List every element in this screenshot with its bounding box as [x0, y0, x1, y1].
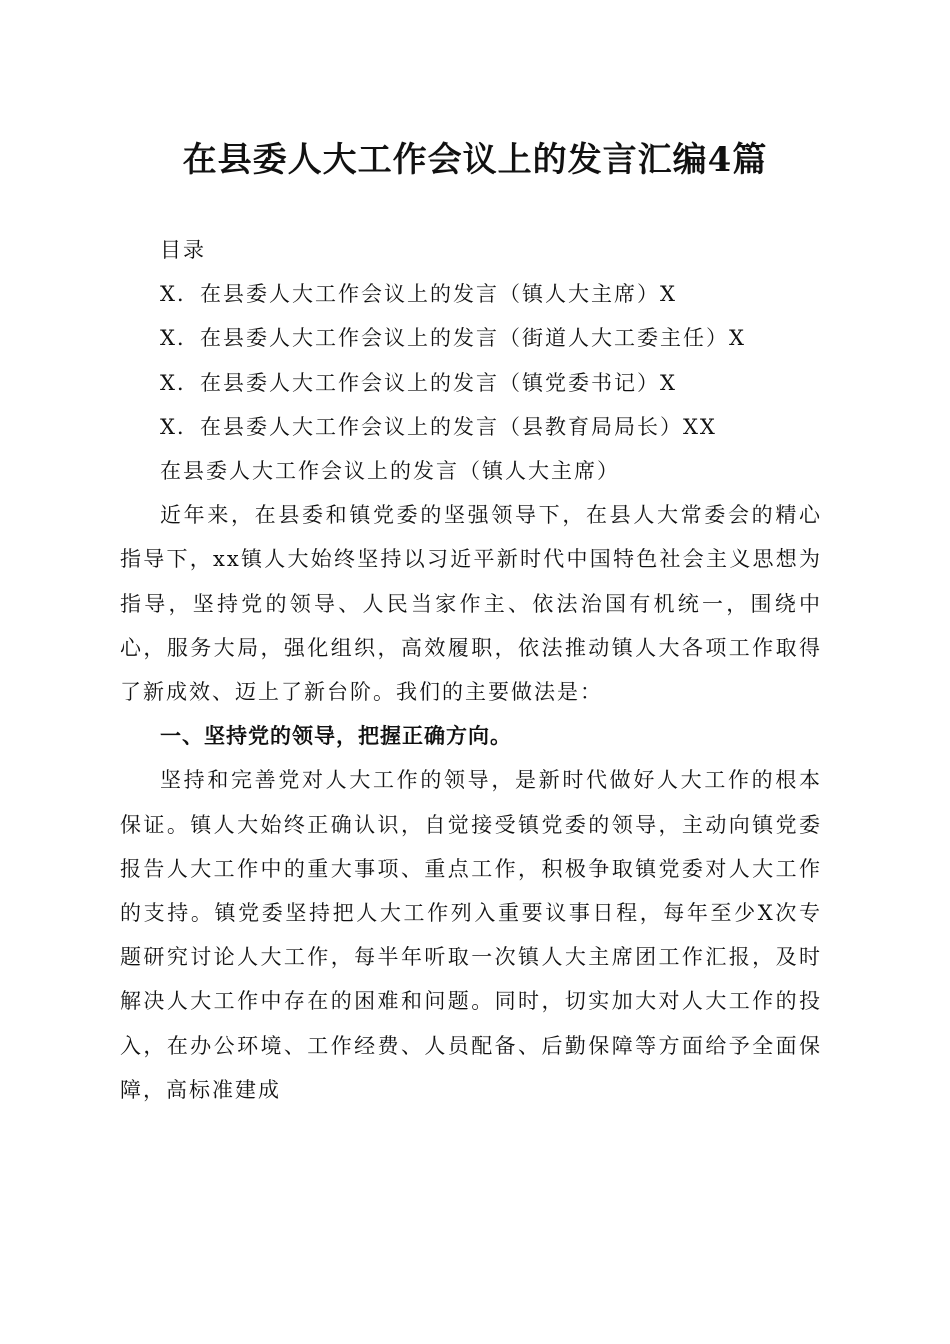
toc-item: X．在县委人大工作会议上的发言（镇人大主席）X: [160, 282, 677, 307]
toc-item: X．在县委人大工作会议上的发言（街道人大工委主任）X: [160, 326, 746, 351]
section-heading: 一、坚持党的领导，把握正确方向。: [160, 724, 512, 749]
body-paragraph: 坚持和完善党对人大工作的领导，是新时代做好人大工作的根本保证。镇人大始终正确认识，自觉接受镇党委的领导，主动向镇党委报告人大工作中的重大事项、重点工作，积极争取镇党委对人大工作的支持。镇党委坚持把人大工作列入重要议事日程，每年至少X次专题研究讨论人大工作，每半年听取一次镇人大主席团工作汇报，及时解决人大工作中存在的困难和问题。同时，切实加大对人大工作的投入，在办公环境、工作经费、人员配备、后勤保障等方面给予全面保障，高标准建成: [120, 768, 822, 1102]
toc-item: X．在县委人大工作会议上的发言（县教育局局长）XX: [160, 414, 717, 439]
toc-item: X．在县委人大工作会议上的发言（镇党委书记）X: [160, 370, 677, 395]
toc-label: 目录: [160, 238, 206, 262]
section-title: 在县委人大工作会议上的发言（镇人大主席）: [160, 459, 620, 484]
document-body: [120, 228, 822, 1112]
document-title: 在县委人大工作会议上的发言汇编4篇: [182, 140, 768, 180]
intro-paragraph: 近年来，在县委和镇党委的坚强领导下，在县人大常委会的精心指导下，xx镇人大始终坚持以习近平新时代中国特色社会主义思想为指导，坚持党的领导、人民当家作主、依法治国有机统一，围绕中心，服务大局，强化组织，高效履职，依法推动镇人大各项工作取得了新成效、迈上了新台阶。我们的主要做法是：: [120, 503, 822, 705]
